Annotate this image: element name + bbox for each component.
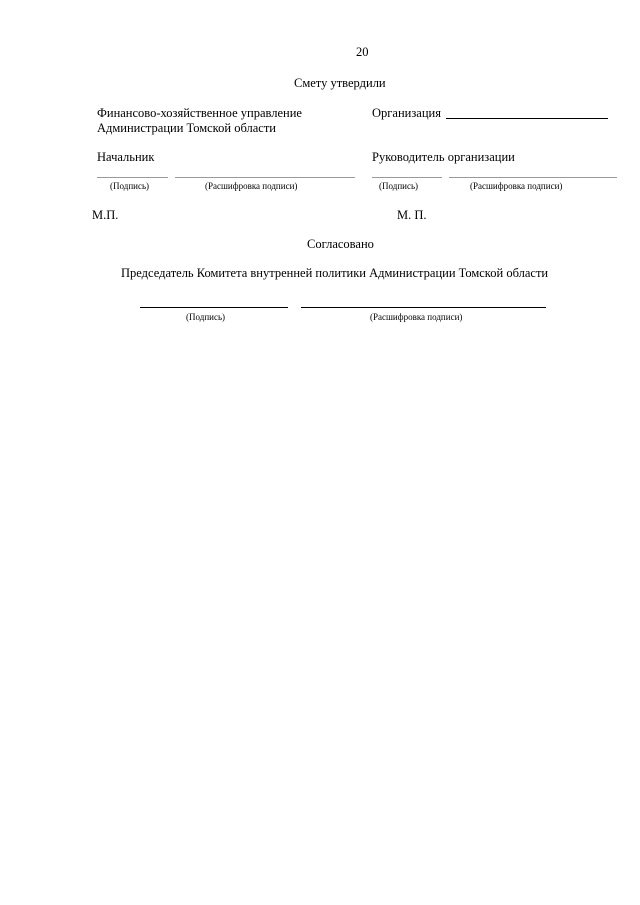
agreed-position-title: Председатель Комитета внутренней политики Администрации Томской области: [121, 266, 549, 280]
right-position-title: Руководитель организации: [372, 150, 515, 164]
right-stamp-label: М. П.: [397, 208, 427, 222]
page-number: 20: [356, 45, 369, 59]
left-org-name-line1: Финансово-хозяйственное управление: [97, 106, 302, 120]
right-signature-line: [372, 177, 442, 178]
left-decoding-line: [175, 177, 355, 178]
agreed-decoding-line: [301, 307, 546, 308]
left-signature-caption: (Подпись): [110, 181, 150, 191]
approval-heading: Смету утвердили: [294, 76, 386, 90]
right-decoding-caption: (Расшифровка подписи): [470, 181, 563, 191]
agreed-decoding-caption: (Расшифровка подписи): [370, 312, 463, 322]
left-position-title: Начальник: [97, 150, 155, 164]
right-decoding-line: [449, 177, 617, 178]
left-stamp-label: М.П.: [92, 208, 119, 222]
right-org-name-line: [446, 118, 608, 119]
agreed-signature-caption: (Подпись): [186, 312, 226, 322]
right-signature-caption: (Подпись): [379, 181, 419, 191]
left-org-name-line2: Администрации Томской области: [97, 121, 276, 135]
left-signature-line: [97, 177, 168, 178]
left-decoding-caption: (Расшифровка подписи): [205, 181, 298, 191]
agreed-heading: Согласовано: [307, 237, 374, 251]
agreed-signature-line: [140, 307, 288, 308]
right-org-label: Организация: [372, 106, 441, 120]
